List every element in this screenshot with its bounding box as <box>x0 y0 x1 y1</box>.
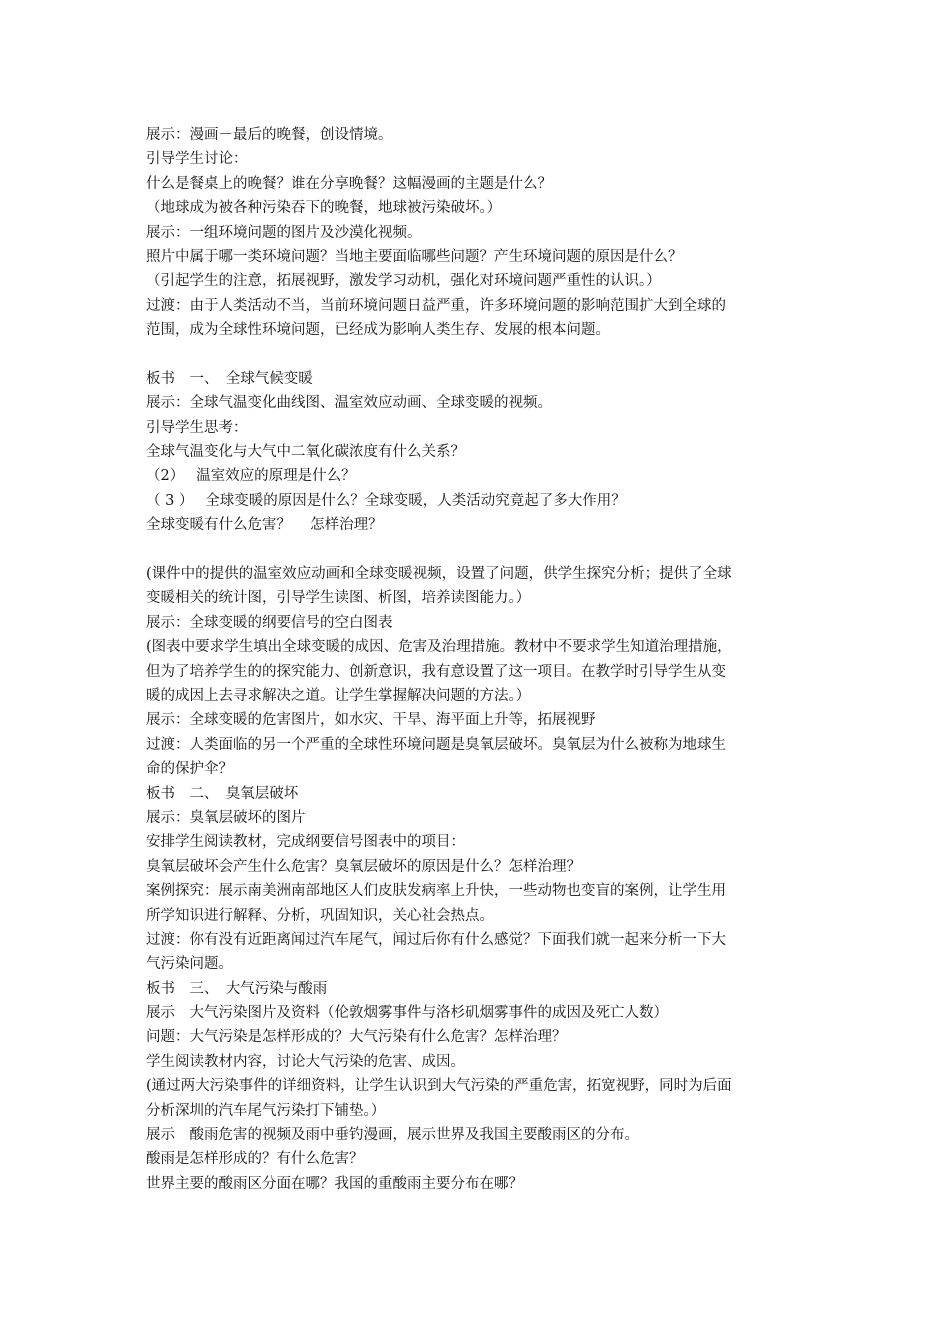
text-line: 命的保护伞？ <box>146 761 233 778</box>
text-line: 什么是餐桌上的晚餐？谁在分享晚餐？这幅漫画的主题是什么？ <box>146 175 552 192</box>
text-line: 世界主要的酸雨区分面在哪？我国的重酸雨主要分布在哪？ <box>146 1175 523 1192</box>
blank-line <box>146 538 816 562</box>
text-line: (图表中要求学生填出全球变暖的成因、危害及治理措施。教材中不要求学生知道治理措施， <box>146 639 732 656</box>
text-line: 展示：全球变暖的纲要信号的空白图表 <box>146 614 393 631</box>
text-line: 过渡：你有没有近距离闻过汽车尾气，闻过后你有什么感觉？下面我们就一起来分析一下大 <box>146 931 726 948</box>
text-line: 引导学生讨论： <box>146 151 248 168</box>
text-line: 变暖相关的统计图，引导学生读图、析图，培养读图能力。） <box>146 590 531 607</box>
text-line: 展示 大气污染图片及资料（伦敦烟雾事件与洛杉矶烟雾事件的成因及死亡人数） <box>146 1005 668 1022</box>
text-line: 气污染问题。 <box>146 956 233 973</box>
text-line: 学生阅读教材内容，讨论大气污染的危害、成因。 <box>146 1053 465 1070</box>
section-heading: 板书 二、 臭氧层破坏 <box>146 785 299 802</box>
text-line: 安排学生阅读教材，完成纲要信号图表中的项目： <box>146 834 465 851</box>
blank-line <box>146 343 816 367</box>
text-line: 展示：全球变暖的危害图片，如水灾、干旱、海平面上升等，拓展视野 <box>146 712 596 729</box>
section-heading: 板书 一、 全球气候变暖 <box>146 370 313 387</box>
text-line: （ 3 ） 全球变暖的原因是什么？全球变暖，人类活动究竟起了多大作用？ <box>146 492 626 509</box>
text-line: 过渡：人类面临的另一个严重的全球性环境问题是臭氧层破坏。臭氧层为什么被称为地球生 <box>146 736 726 753</box>
text-line: 案例探究：展示南美洲南部地区人们皮肤发病率上升快，一些动物也变盲的案例，让学生用 <box>146 883 726 900</box>
section-heading: 板书 三、 大气污染与酸雨 <box>146 980 328 997</box>
text-line: 展示：漫画－最后的晚餐，创设情境。 <box>146 127 393 143</box>
document-body <box>146 123 816 1196</box>
text-line: 分析深圳的汽车尾气污染打下铺垫。） <box>146 1102 386 1119</box>
text-line: （2） 温室效应的原理是什么？ <box>146 468 356 485</box>
text-line: （地球成为被各种污染吞下的晚餐，地球被污染破坏。） <box>146 200 502 217</box>
text-line: 全球气温变化与大气中二氧化碳浓度有什么关系？ <box>146 444 465 461</box>
text-line: 酸雨是怎样形成的？有什么危害？ <box>146 1151 364 1168</box>
text-line: (通过两大污染事件的详细资料，让学生认识到大气污染的严重危害，拓宽视野，同时为后面 <box>146 1078 732 1095</box>
text-line: 问题：大气污染是怎样形成的？大气污染有什么危害？怎样治理？ <box>146 1029 567 1046</box>
text-line: 暖的成因上去寻求解决之道。让学生掌握解决问题的方法。） <box>146 687 531 704</box>
text-line: 展示：一组环境问题的图片及沙漠化视频。 <box>146 224 422 241</box>
text-line: 范围，成为全球性环境问题，已经成为影响人类生存、发展的根本问题。 <box>146 322 610 339</box>
text-line: 全球变暖有什么危害？ 怎样治理？ <box>146 517 383 534</box>
text-line: 臭氧层破坏会产生什么危害？臭氧层破坏的原因是什么？怎样治理？ <box>146 858 581 875</box>
text-line: 所学知识进行解释、分析，巩固知识，关心社会热点。 <box>146 907 494 924</box>
text-line: 引导学生思考： <box>146 419 248 436</box>
text-line: 照片中属于哪一类环境问题？当地主要面临哪些问题？产生环境问题的原因是什么？ <box>146 248 683 265</box>
text-line: 过渡：由于人类活动不当，当前环境问题日益严重，许多环境问题的影响范围扩大到全球的 <box>146 297 726 314</box>
text-line: 展示：臭氧层破坏的图片 <box>146 809 306 826</box>
text-line: 展示：全球气温变化曲线图、温室效应动画、全球变暖的视频。 <box>146 395 552 412</box>
text-line: 展示 酸雨危害的视频及雨中垂钓漫画，展示世界及我国主要酸雨区的分布。 <box>146 1127 639 1144</box>
text-line: (课件中的提供的温室效应动画和全球变暖视频，设置了问题，供学生探究分析；提供了全球 <box>146 566 732 583</box>
text-line: 但为了培养学生的的探究能力、创新意识，我有意设置了这一项目。在教学时引导学生从变 <box>146 663 726 680</box>
text-line: （引起学生的注意，拓展视野，激发学习动机，强化对环境问题严重性的认识。） <box>146 273 661 290</box>
